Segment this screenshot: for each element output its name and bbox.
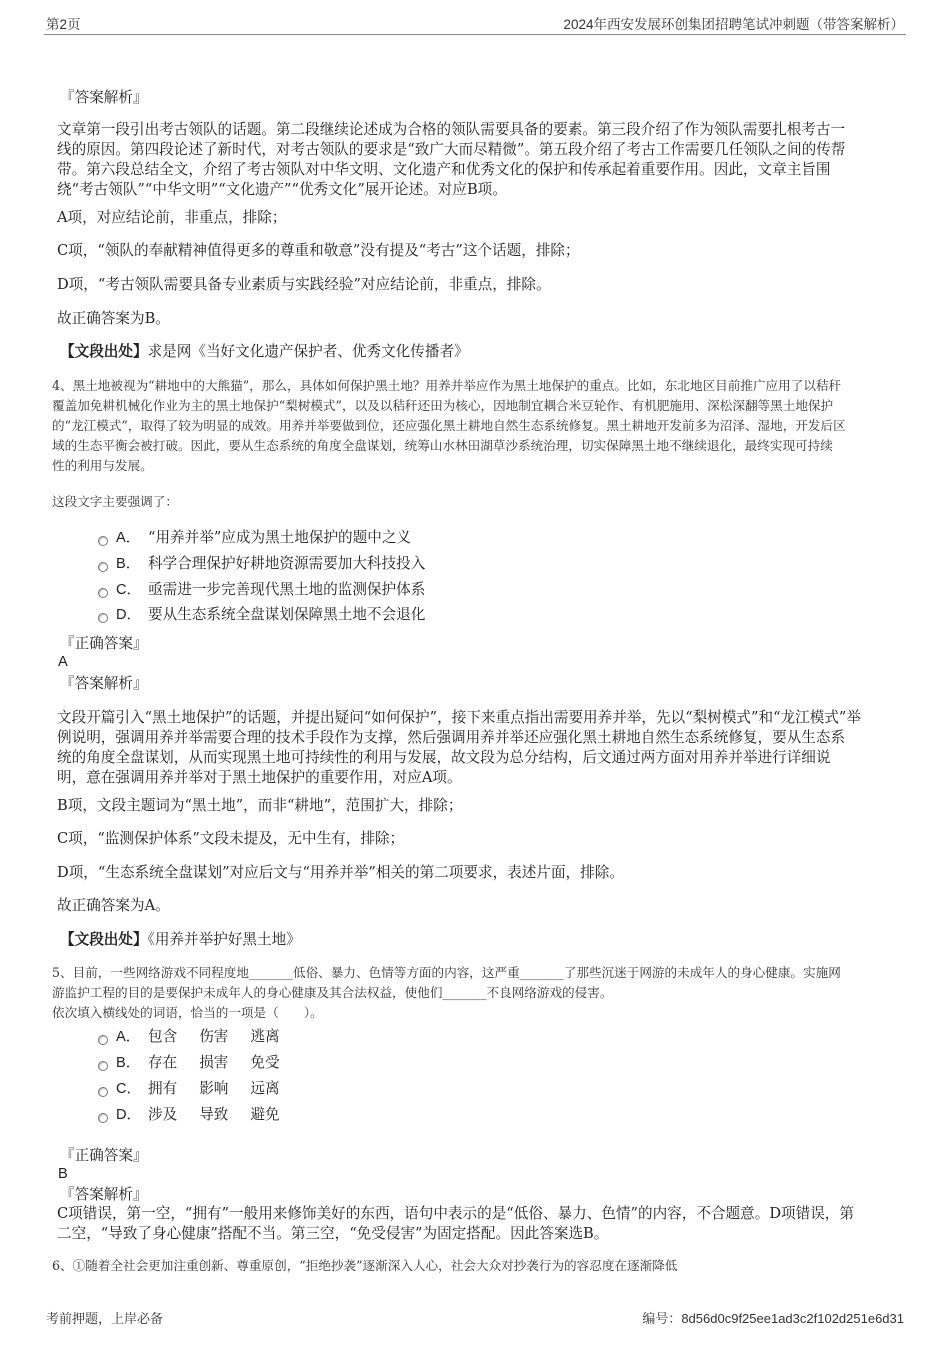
q4-option-b[interactable]: [98, 554, 425, 574]
source-text: 《用养并举护好黑土地》: [147, 931, 301, 948]
option-word: 拥有: [148, 1080, 178, 1097]
analysis-line: C项错误，第一空，“拥有”一般用来修饰美好的东西，语句中表示的是“低俗、暴力、色情”的内容，不合题意。D项错误，第: [57, 1205, 854, 1222]
stem-line: 4、黑土地被视为“耕地中的大熊猫”，那么，具体如何保护黑土地？用养并举应作为黑土地保护的重点。比如，东北地区目前推广应用了以秸秆: [52, 378, 842, 393]
radio-icon[interactable]: [98, 1087, 108, 1097]
stem-line: 域的生态平衡会被打破。因此，要从生态系统的角度全盘谋划，统筹山水林田湖草沙系统治理，切实保障黑土地不继续退化，最终实现可持续: [52, 438, 833, 453]
analysis-line: 例说明，强调用养并举需要合理的技术手段作为支撑，然后强调用养并举还应强化黑土耕地自然生态系统修复，要从生态系: [57, 729, 846, 746]
analysis-line: 统的角度全盘谋划，从而实现黑土地可持续性的利用与发展，故文段为总分结构，后文通过两方面对用养并举进行详细说: [57, 749, 831, 766]
option-word: 涉及: [148, 1106, 178, 1123]
stem-line: 覆盖加免耕机械化作业为主的黑土地保护“梨树模式”，以及以秸秆还田为核心，因地制宜耦合米豆轮作、有机肥施用、深松深翻等黑土地保护: [52, 398, 834, 413]
analysis-line: 带。第六段总结全文，介绍了考古领队对中华文明、文化遗产和优秀文化的保护和传承起着重要作用。因此，文章主旨围: [57, 161, 831, 178]
radio-icon[interactable]: [98, 613, 108, 623]
option-word: 避免: [250, 1106, 280, 1123]
q4-prompt: 这段文字主要强调了：: [52, 494, 178, 509]
option-word: 逃离: [250, 1028, 280, 1045]
q5-stem: [52, 963, 897, 1023]
page-header: [44, 10, 906, 35]
footer-slogan: 考前押题，上岸必备: [46, 1312, 164, 1327]
option-word: 伤害: [199, 1028, 229, 1045]
q4-analysis-label: 『答案解析』: [60, 675, 148, 692]
option-word: 影响: [199, 1080, 229, 1097]
radio-icon[interactable]: [98, 562, 108, 572]
q5-analysis-label: 『答案解析』: [60, 1186, 148, 1203]
q4-option-c-note: C项，“监测保护体系”文段未提及，无中生有，排除；: [57, 830, 405, 847]
option-word: 导致: [199, 1106, 229, 1123]
q5-option-b[interactable]: [98, 1053, 280, 1073]
option-letter: A．: [116, 1029, 141, 1045]
q6-stem: 6、①随着全社会更加注重创新、尊重原创，“拒绝抄袭”逐渐深入人心，社会大众对抄袭行为的容忍度在逐渐降低: [52, 1258, 678, 1273]
q3-option-a-note: A项，对应结论前，非重点，排除；: [57, 209, 287, 226]
q5-option-c[interactable]: [98, 1079, 280, 1099]
code-value: 8d56d0c9f25ee1ad3c2f102d251e6d31: [681, 1311, 904, 1326]
q3-analysis-label: 『答案解析』: [60, 89, 148, 106]
stem-line: 游监护工程的目的是要保护未成年人的身心健康及其合法权益，使他们_______不良网络游戏的侵害。: [52, 985, 613, 1000]
analysis-line: 明，意在强调用养并举对于黑土地保护的重要作用，对应A项。: [57, 769, 462, 786]
q4-source: [60, 930, 301, 950]
q3-source: [60, 342, 469, 362]
source-label: 【文段出处】: [60, 343, 148, 360]
q3-conclusion: 故正确答案为B。: [57, 310, 170, 327]
q4-conclusion: 故正确答案为A。: [57, 897, 170, 914]
radio-icon[interactable]: [98, 1061, 108, 1071]
analysis-line: 二空，“导致了身心健康”搭配不当。第三空，“免受侵害”为固定搭配。因此答案选B。: [57, 1225, 609, 1242]
code-label: 编号：: [642, 1312, 682, 1327]
document-title: 2024年西安发展环创集团招聘笔试冲刺题（带答案解析）: [563, 17, 904, 32]
q5-answer: B: [58, 1166, 68, 1182]
option-letter: B．: [116, 1055, 141, 1071]
stem-line: 5、目前，一些网络游戏不同程度地_______低俗、暴力、色情等方面的内容，这严重_______了那些沉迷于网游的未成年人的身心健康。实施网: [52, 965, 841, 980]
q5-answer-label: 『正确答案』: [60, 1147, 148, 1164]
option-text: 亟需进一步完善现代黑土地的监测保护体系: [148, 581, 426, 598]
document-code: [642, 1308, 904, 1327]
q3-option-d-note: D项，“考古领队需要具备专业素质与实践经验”对应结论前，非重点，排除。: [57, 276, 551, 293]
q3-analysis: [57, 120, 887, 200]
option-text: “用养并举”应成为黑土地保护的题中之义: [148, 529, 412, 546]
q4-answer: A: [58, 654, 68, 670]
q3-option-c-note: C项，“领队的奉献精神值得更多的尊重和敬意”没有提及“考古”这个话题，排除；: [57, 242, 580, 259]
option-letter: C．: [116, 582, 142, 598]
source-label: 【文段出处】: [60, 931, 148, 948]
option-letter: D．: [116, 607, 142, 623]
option-text: 要从生态系统全盘谋划保障黑土地不会退化: [148, 606, 426, 623]
q5-option-a[interactable]: [98, 1027, 280, 1047]
radio-icon[interactable]: [98, 1113, 108, 1123]
option-word: 损害: [199, 1054, 229, 1071]
analysis-line: 文段开篇引入“黑土地保护”的话题，并提出疑问“如何保护”，接下来重点指出需要用养并举，先以“梨树模式”和“龙江模式”举: [57, 709, 861, 726]
q4-answer-label: 『正确答案』: [60, 635, 148, 652]
q4-stem: [52, 376, 897, 476]
q4-option-d-note: D项，“生态系统全盘谋划”对应后文与“用养并举”相关的第二项要求，表述片面，排除。: [57, 864, 624, 881]
q4-option-d[interactable]: [98, 605, 425, 625]
page-number: 第2页: [46, 17, 81, 32]
option-word: 免受: [250, 1054, 280, 1071]
analysis-line: 线的原因。第四段论述了新时代，对考古领队的要求是“致广大而尽精微”。第五段介绍了考古工作需要几任领队之间的传帮: [57, 141, 846, 158]
option-letter: D．: [116, 1107, 142, 1123]
stem-line: 性的利用与发展。: [52, 458, 153, 473]
option-word: 远离: [250, 1080, 280, 1097]
radio-icon[interactable]: [98, 536, 108, 546]
analysis-line: 绕“考古领队”“中华文明”“文化遗产”“优秀文化”展开论述。对应B项。: [57, 181, 507, 198]
q4-option-b-note: B项，文段主题词为“黑土地”，而非“耕地”，范围扩大，排除；: [57, 797, 463, 814]
source-text: 求是网《当好文化遗产保护者、优秀文化传播者》: [147, 343, 469, 360]
analysis-line: 文章第一段引出考古领队的话题。第二段继续论述成为合格的领队需要具备的要素。第三段介绍了作为领队需要扎根考古一: [57, 121, 846, 138]
option-word: 包含: [148, 1028, 178, 1045]
stem-line: 的“龙江模式”，取得了较为明显的成效。用养并举要做到位，还应强化黑土耕地自然生态系统修复。黑土耕地开发前多为沼泽、湿地，开发后区: [52, 418, 846, 433]
option-text: 科学合理保护好耕地资源需要加大科技投入: [148, 555, 426, 572]
q4-option-a[interactable]: [98, 528, 411, 548]
radio-icon[interactable]: [98, 588, 108, 598]
stem-line: 依次填入横线处的词语，恰当的一项是（ ）。: [52, 1005, 323, 1020]
q5-option-d[interactable]: [98, 1105, 280, 1125]
option-word: 存在: [148, 1054, 178, 1071]
q4-analysis: [57, 708, 887, 788]
option-letter: C．: [116, 1081, 142, 1097]
q4-option-c[interactable]: [98, 580, 425, 600]
q5-analysis: [57, 1204, 887, 1244]
option-letter: A．: [116, 530, 141, 546]
option-letter: B．: [116, 556, 141, 572]
radio-icon[interactable]: [98, 1035, 108, 1045]
